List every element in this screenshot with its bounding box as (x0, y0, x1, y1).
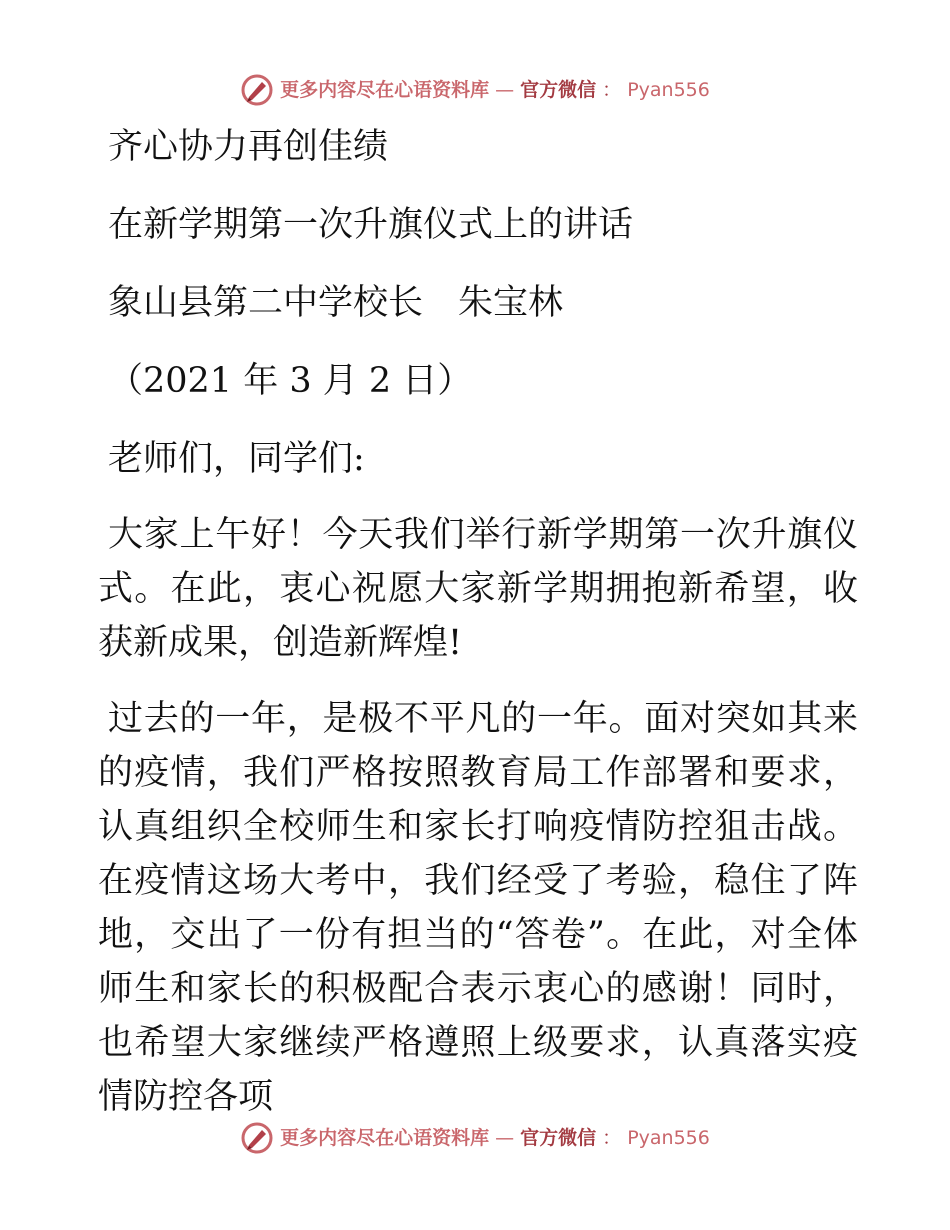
footer-banner (0, 1120, 950, 1156)
banner-site-text: 更多内容尽在心语资料库 (280, 1127, 490, 1149)
doc-subtitle: 在新学期第一次升旗仪式上的讲话 (108, 205, 634, 245)
banner-official-label: 官方微信 (520, 79, 597, 101)
pen-nib-logo-icon (240, 1121, 274, 1155)
banner-separator: — (495, 79, 515, 101)
pen-nib-logo-icon (240, 73, 274, 107)
doc-author: 象山县第二中学校长 朱宝林 (108, 283, 564, 323)
doc-title: 齐心协力再创佳绩 (108, 127, 389, 167)
doc-date: （2021 年 3 月 2 日） (108, 361, 473, 401)
paragraph: 过去的一年，是极不平凡的一年。面对突如其来的疫情，我们严格按照教育局工作部署和要求，认真组织全校师生和家长打响疫情防控狙击战。在疫情这场大考中，我们经受了考验，稳住了阵地，交出了一份有担当的“答卷”。在此，对全体师生和家长的积极配合表示衷心的感谢！同时，也希望大家继续严格遵照上级要求，认真落实疫情防控各项 (98, 699, 858, 1117)
header-banner (0, 72, 950, 108)
banner-site-text: 更多内容尽在心语资料库 (280, 79, 490, 101)
document-body (98, 120, 858, 1124)
banner-colon: ： (602, 79, 622, 101)
banner-official-label: 官方微信 (520, 1127, 597, 1149)
banner-wechat-handle: Pyan556 (627, 1127, 710, 1149)
paragraph: 大家上午好！今天我们举行新学期第一次升旗仪式。在此，衷心祝愿大家新学期拥抱新希望，收获新成果，创造新辉煌! (98, 515, 858, 663)
banner-wechat-handle: Pyan556 (627, 79, 710, 101)
banner-separator: — (495, 1127, 515, 1149)
banner-colon: ： (602, 1127, 622, 1149)
doc-salutation: 老师们，同学们: (108, 439, 365, 479)
